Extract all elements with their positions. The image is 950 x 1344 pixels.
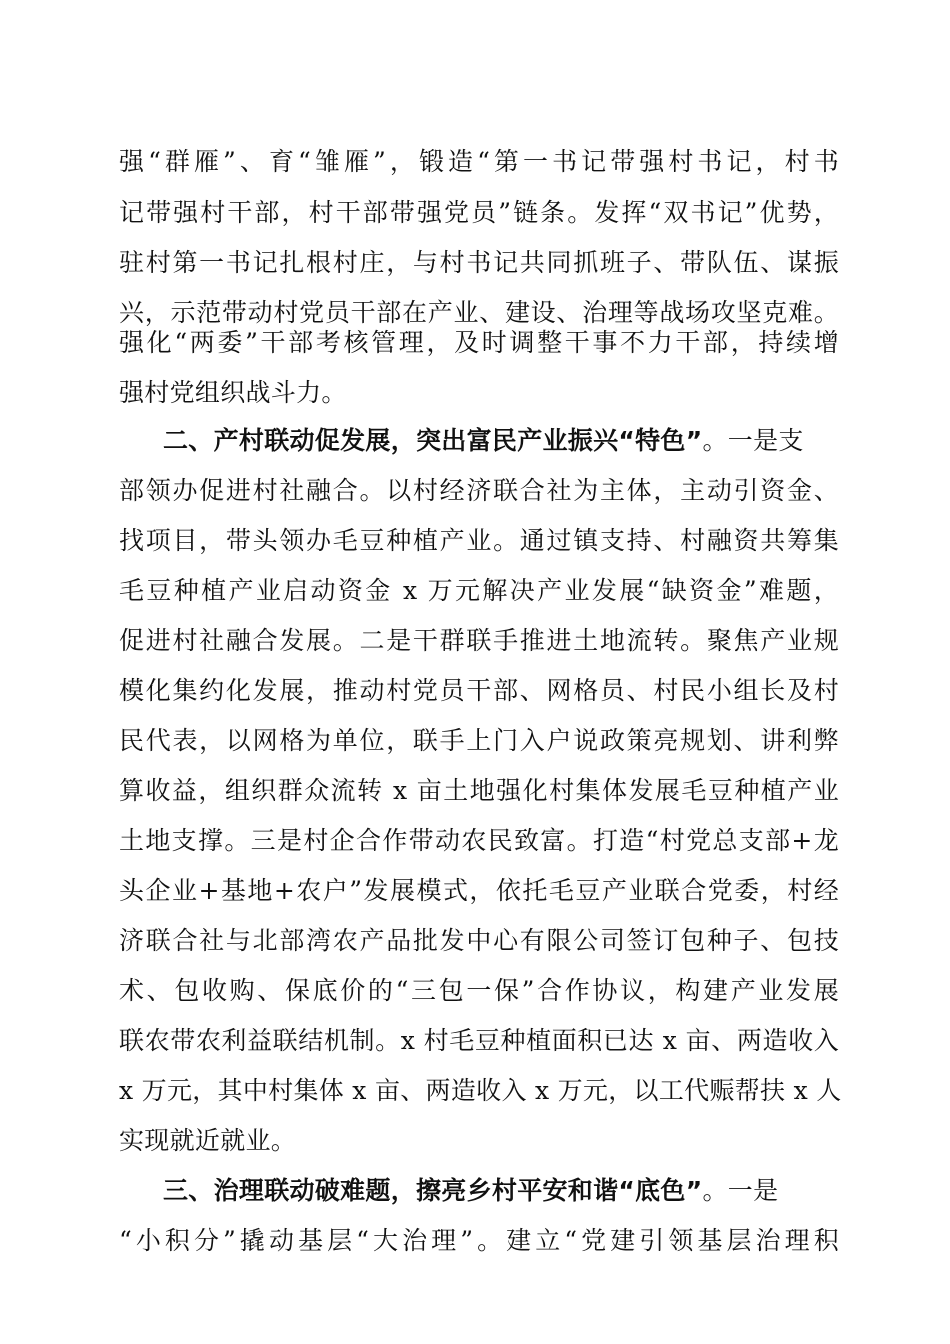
- p2-line-11: 术、包收购、保底价的“三包一保”合作协议，构建产业发展: [119, 976, 839, 1005]
- p3-first-line: [163, 1176, 839, 1206]
- p2-line-2: 找项目，带头领办毛豆种植产业。通过镇支持、村融资共筹集: [119, 526, 839, 555]
- p2-line-14: 实现就近就业。: [119, 1126, 297, 1155]
- p2-line-12: 联农带农利益联结机制。x 村毛豆种植面积已达 x 亩、两造收入: [119, 1026, 839, 1055]
- p2-line-1: 部领办促进村社融合。以村经济联合社为主体，主动引资金、: [119, 476, 839, 505]
- p1-line-2: 记带强村干部，村干部带强党员”链条。发挥“双书记”优势，: [119, 198, 839, 227]
- p2-line-13: x 万元，其中村集体 x 亩、两造收入 x 万元，以工代赈帮扶 x 人: [119, 1076, 842, 1105]
- p2-line-7: 算收益，组织群众流转 x 亩土地强化村集体发展毛豆种植产业: [119, 776, 839, 805]
- p2-line-5: 模化集约化发展，推动村党员干部、网格员、村民小组长及村: [119, 676, 839, 705]
- p2-line-6: 民代表，以网格为单位，联手上门入户说政策亮规划、讲利弊: [119, 726, 839, 755]
- p3-first-line-rest: 。一是: [702, 1176, 779, 1205]
- p2-line-10: 济联合社与北部湾农产品批发中心有限公司签订包种子、包技: [119, 926, 839, 955]
- p1-line-5: 强化“两委”干部考核管理，及时调整干事不力干部，持续增: [119, 328, 839, 357]
- p2-line-8: 土地支撑。三是村企合作带动农民致富。打造“村党总支部+龙: [119, 826, 839, 855]
- p1-line-1: 强“群雁”、育“雏雁”，锻造“第一书记带强村书记，村书: [119, 147, 839, 176]
- p1-line-6: 强村党组织战斗力。: [119, 378, 347, 407]
- p2-line-9: 头企业+基地+农户”发展模式，依托毛豆产业联合党委，村经: [119, 876, 839, 905]
- section-heading-3: 三、治理联动破难题，擦亮乡村平安和谐“底色”: [163, 1176, 703, 1205]
- p2-first-line: [163, 426, 839, 456]
- p1-line-4: 兴，示范带动村党员干部在产业、建设、治理等战场攻坚克难。: [119, 298, 839, 327]
- p2-line-3: 毛豆种植产业启动资金 x 万元解决产业发展“缺资金”难题，: [119, 576, 839, 605]
- section-heading-2: 二、产村联动促发展，突出富民产业振兴“特色”: [163, 426, 703, 455]
- p2-line-4: 促进村社融合发展。二是干群联手推进土地流转。聚焦产业规: [119, 626, 839, 655]
- p2-first-line-rest: 。一是支: [702, 426, 804, 455]
- p3-line-1: “小积分”撬动基层“大治理”。建立“党建引领基层治理积: [119, 1226, 839, 1255]
- p1-line-3: 驻村第一书记扎根村庄，与村书记共同抓班子、带队伍、谋振: [119, 248, 839, 277]
